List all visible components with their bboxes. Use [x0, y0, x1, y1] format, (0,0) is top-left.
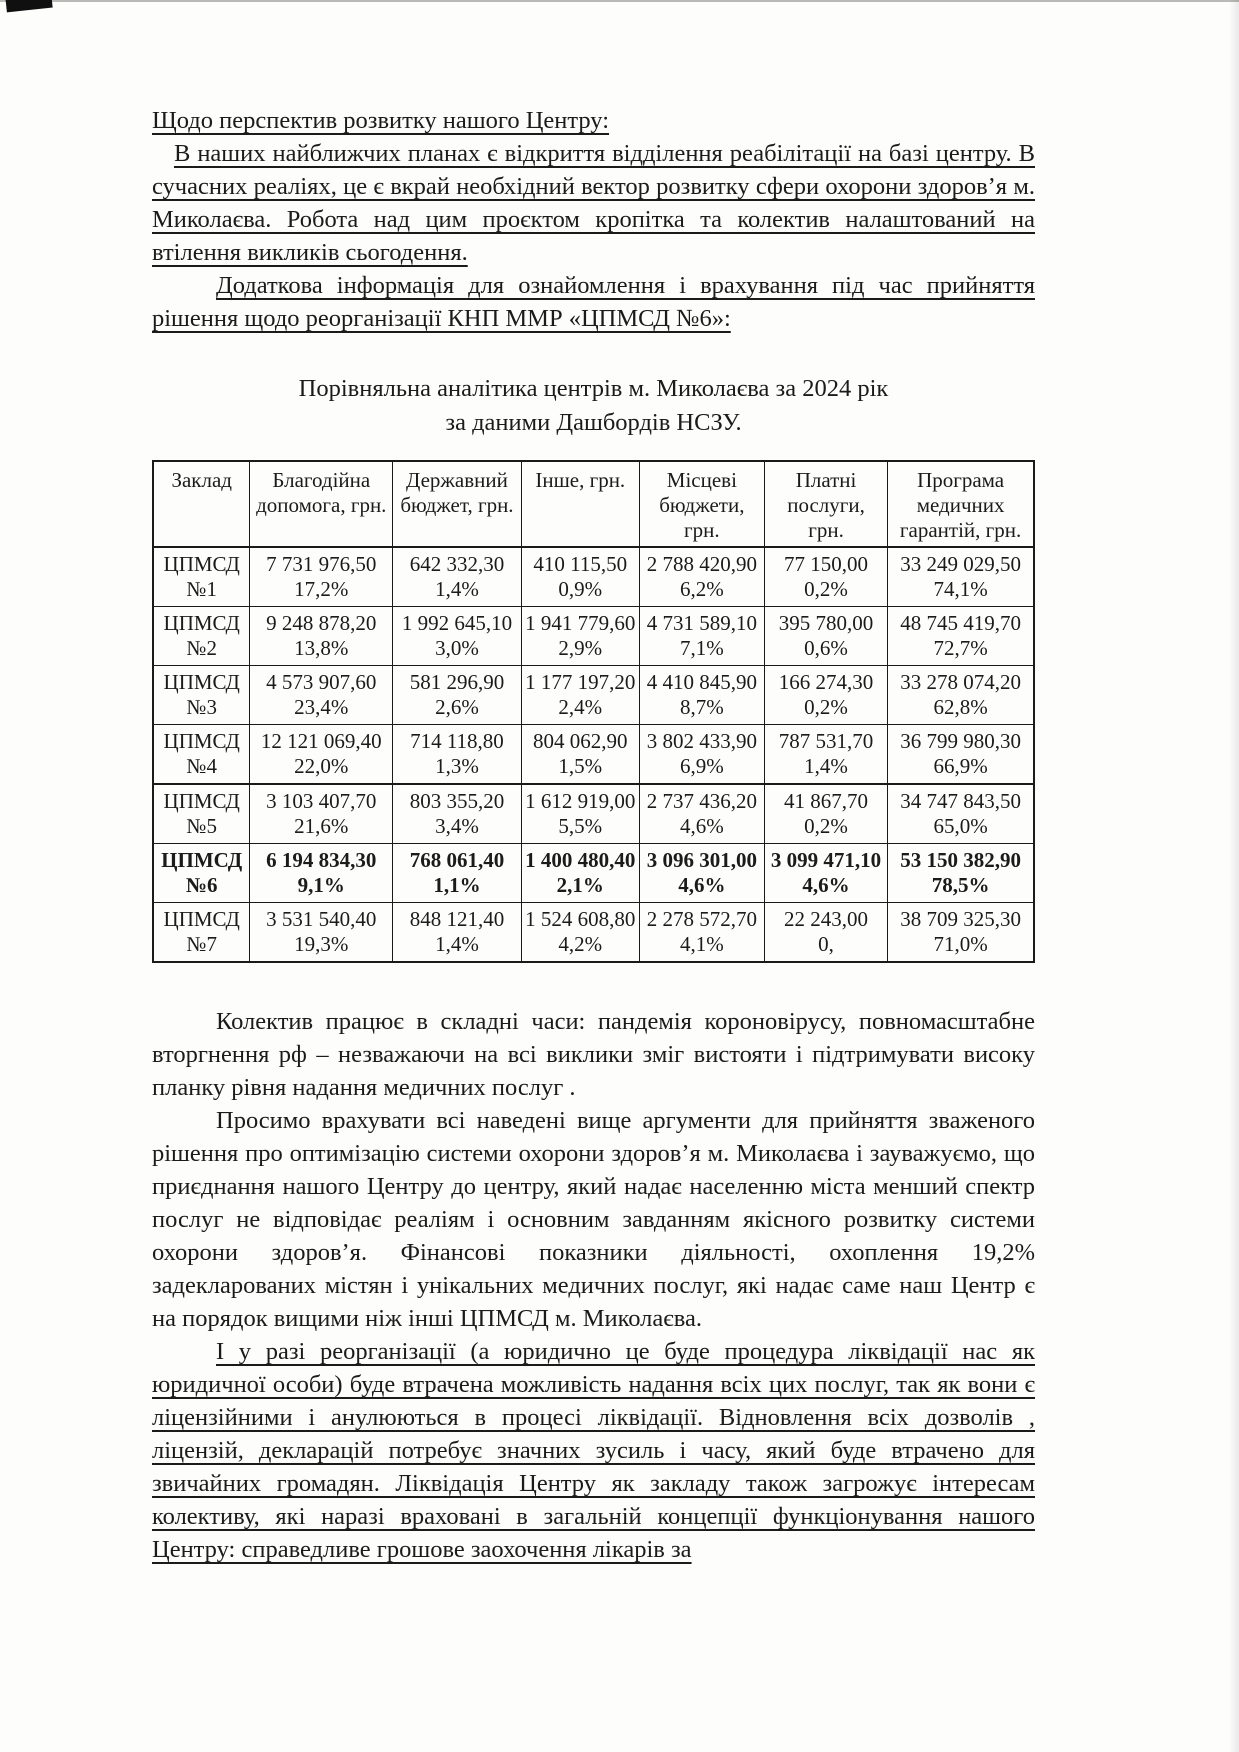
- value-cell: 2 278 572,70 4,1%: [639, 903, 764, 963]
- facility-cell: ЦПМСД №6: [153, 844, 250, 903]
- column-header: Платні послуги, грн.: [764, 461, 887, 547]
- value-cell: 36 799 980,30 66,9%: [888, 725, 1034, 785]
- value-cell: 2 788 420,90 6,2%: [639, 547, 764, 607]
- value-cell: 7 731 976,50 17,2%: [250, 547, 393, 607]
- table-row: [153, 607, 1034, 666]
- value-cell: 804 062,90 1,5%: [521, 725, 639, 785]
- value-cell: 4 410 845,90 8,7%: [639, 666, 764, 725]
- table-header-row: [153, 461, 1034, 547]
- facility-cell: ЦПМСД №1: [153, 547, 250, 607]
- body-text: [152, 1005, 1035, 1566]
- value-cell: 33 278 074,20 62,8%: [888, 666, 1034, 725]
- facility-cell: ЦПМСД №4: [153, 725, 250, 785]
- value-cell: 1 941 779,60 2,9%: [521, 607, 639, 666]
- value-cell: 33 249 029,50 74,1%: [888, 547, 1034, 607]
- value-cell: 4 731 589,10 7,1%: [639, 607, 764, 666]
- table-row: [153, 784, 1034, 844]
- facility-cell: ЦПМСД №7: [153, 903, 250, 963]
- value-cell: 9 248 878,20 13,8%: [250, 607, 393, 666]
- scan-corner-artifact: [5, 0, 52, 12]
- value-cell: 410 115,50 0,9%: [521, 547, 639, 607]
- scan-edge-shade: [1229, 0, 1239, 1752]
- value-cell: 1 612 919,00 5,5%: [521, 784, 639, 844]
- paragraph-liquidation: І у разі реорганізації (а юридично це буде процедура ліквідації нас як юридичної особи) буде втрачена можливість надання всіх цих послуг, так як вони є ліцензійними і анулюються в процесі ліквідації. Відновлення всіх дозволів , ліцензій, декларацій потребує значних зусиль і часу, який буде втрачено для звичайних громадян. Ліквідація Центру як закладу також загрожує інтересам колективу, які наразі враховані в загальній концепції функціонування нашого Центру: справедливе грошове заохочення лікарів за: [152, 1338, 1035, 1563]
- comparative-analytics-table: [152, 460, 1035, 963]
- value-cell: 3 802 433,90 6,9%: [639, 725, 764, 785]
- value-cell: 642 332,30 1,4%: [393, 547, 522, 607]
- value-cell: 2 737 436,20 4,6%: [639, 784, 764, 844]
- value-cell: 3 096 301,00 4,6%: [639, 844, 764, 903]
- value-cell: 3 531 540,40 19,3%: [250, 903, 393, 963]
- value-cell: 395 780,00 0,6%: [764, 607, 887, 666]
- column-header: Благодійна допомога, грн.: [250, 461, 393, 547]
- value-cell: 53 150 382,90 78,5%: [888, 844, 1034, 903]
- value-cell: 3 103 407,70 21,6%: [250, 784, 393, 844]
- value-cell: 714 118,80 1,3%: [393, 725, 522, 785]
- value-cell: 38 709 325,30 71,0%: [888, 903, 1034, 963]
- paragraph-additional-info: Додаткова інформація для ознайомлення і врахування під час прийняття рішення щодо реорганізації КНП ММР «ЦПМСД №6»:: [152, 272, 1035, 332]
- value-cell: 1 400 480,40 2,1%: [521, 844, 639, 903]
- facility-cell: ЦПМСД №2: [153, 607, 250, 666]
- value-cell: 41 867,70 0,2%: [764, 784, 887, 844]
- paragraph-plans: В наших найближчих планах є відкриття відділення реабілітації на базі центру. В сучасних реаліях, це є вкрай необхідний вектор розвитку сфери охорони здоров’я м. Миколаєва. Робота над цим проєктом кропітка та колектив налаштований на втілення викликів сьогодення.: [152, 140, 1035, 266]
- facility-cell: ЦПМСД №3: [153, 666, 250, 725]
- value-cell: 1 177 197,20 2,4%: [521, 666, 639, 725]
- value-cell: 6 194 834,30 9,1%: [250, 844, 393, 903]
- value-cell: 1 992 645,10 3,0%: [393, 607, 522, 666]
- value-cell: 848 121,40 1,4%: [393, 903, 522, 963]
- value-cell: 166 274,30 0,2%: [764, 666, 887, 725]
- column-header: Державний бюджет, грн.: [393, 461, 522, 547]
- value-cell: 34 747 843,50 65,0%: [888, 784, 1034, 844]
- paragraph-collective: Колектив працює в складні часи: пандемія короновірусу, повномасштабне вторгнення рф – незважаючи на всі виклики зміг вистояти і підтримувати високу планку рівня надання медичних послуг .: [152, 1008, 1035, 1101]
- column-header: Місцеві бюджети, грн.: [639, 461, 764, 547]
- value-cell: 768 061,40 1,1%: [393, 844, 522, 903]
- table-row: [153, 547, 1034, 607]
- scan-edge-line: [0, 0, 1239, 2]
- column-header: Інше, грн.: [521, 461, 639, 547]
- table-row: [153, 903, 1034, 963]
- value-cell: 581 296,90 2,6%: [393, 666, 522, 725]
- paragraph-request: Просимо врахувати всі наведені вище аргументи для прийняття зваженого рішення про оптимізацію системи охорони здоров’я м. Миколаєва і зауважуємо, що приєднання нашого Центру до центру, який надає населенню міста менший спектр послуг не відповідає реаліям і основним завданням якісного розвитку системи охорони здоров’я. Фінансові показники діяльності, охоплення 19,2% задекларованих містян і унікальних медичних послуг, які надає саме наш Центр є на порядок вищими ніж інші ЦПМСД м. Миколаєва.: [152, 1107, 1035, 1332]
- table-title: [152, 372, 1035, 440]
- facility-cell: ЦПМСД №5: [153, 784, 250, 844]
- value-cell: 4 573 907,60 23,4%: [250, 666, 393, 725]
- table-title-line1: Порівняльна аналітика центрів м. Миколаєва за 2024 рік: [298, 375, 889, 402]
- value-cell: 22 243,00 0,: [764, 903, 887, 963]
- value-cell: 77 150,00 0,2%: [764, 547, 887, 607]
- value-cell: 1 524 608,80 4,2%: [521, 903, 639, 963]
- value-cell: 3 099 471,10 4,6%: [764, 844, 887, 903]
- value-cell: 48 745 419,70 72,7%: [888, 607, 1034, 666]
- table-row: [153, 844, 1034, 903]
- value-cell: 787 531,70 1,4%: [764, 725, 887, 785]
- value-cell: 12 121 069,40 22,0%: [250, 725, 393, 785]
- value-cell: 803 355,20 3,4%: [393, 784, 522, 844]
- section-heading: Щодо перспектив розвитку нашого Центру:: [152, 107, 610, 134]
- table-row: [153, 725, 1034, 785]
- table-title-line2: за даними Дашбордів НСЗУ.: [445, 409, 742, 436]
- column-header: Програма медичних гарантій, грн.: [888, 461, 1034, 547]
- document-content: [152, 104, 1035, 1566]
- column-header: Заклад: [153, 461, 250, 547]
- table-row: [153, 666, 1034, 725]
